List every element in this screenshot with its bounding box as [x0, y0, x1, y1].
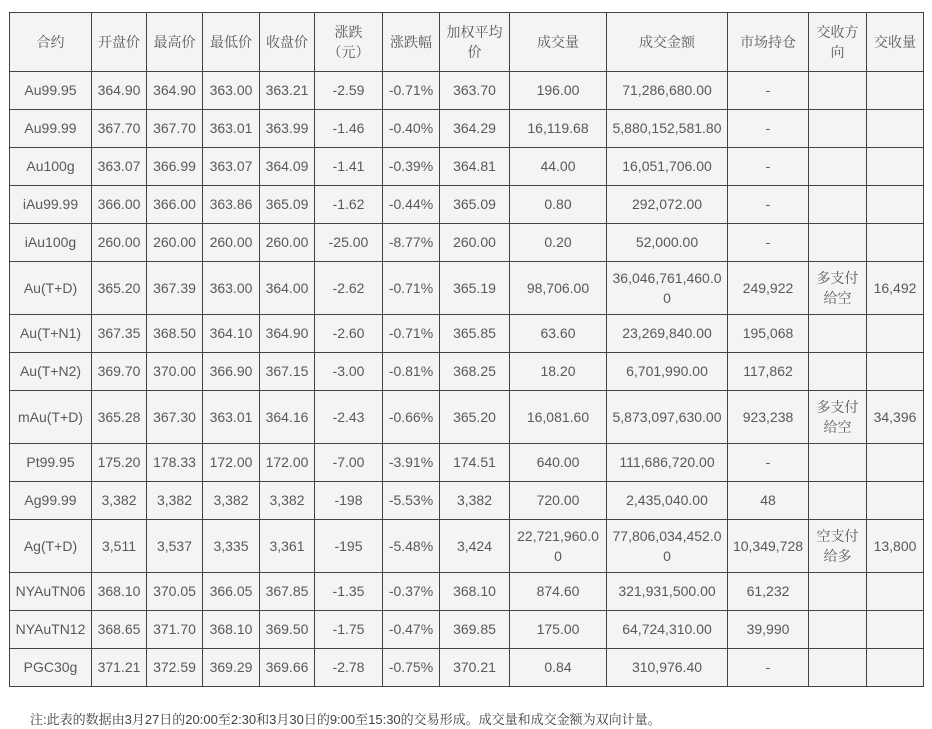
- cell-open_interest: -: [728, 186, 809, 224]
- cell-close: 3,361: [260, 520, 315, 573]
- cell-change_pct: -0.75%: [383, 649, 440, 687]
- cell-vwap: 368.10: [440, 573, 510, 611]
- cell-low: 172.00: [203, 444, 260, 482]
- cell-open: 365.28: [92, 391, 147, 444]
- table-row: [10, 262, 924, 315]
- cell-close: 369.50: [260, 611, 315, 649]
- cell-open_interest: -: [728, 224, 809, 262]
- cell-vwap: 363.70: [440, 72, 510, 110]
- cell-delivery_volume: [867, 353, 924, 391]
- cell-vwap: 365.09: [440, 186, 510, 224]
- cell-delivery_volume: [867, 611, 924, 649]
- cell-volume: 16,119.68: [510, 110, 607, 148]
- cell-delivery_direction: [809, 315, 867, 353]
- cell-low: 3,382: [203, 482, 260, 520]
- cell-change: -2.59: [315, 72, 383, 110]
- cell-close: 172.00: [260, 444, 315, 482]
- cell-contract: iAu99.99: [10, 186, 92, 224]
- cell-open_interest: 39,990: [728, 611, 809, 649]
- cell-change_pct: -0.71%: [383, 315, 440, 353]
- cell-volume: 196.00: [510, 72, 607, 110]
- cell-high: 364.90: [147, 72, 203, 110]
- cell-delivery_direction: [809, 573, 867, 611]
- cell-vwap: 3,424: [440, 520, 510, 573]
- cell-volume: 44.00: [510, 148, 607, 186]
- cell-open_interest: 10,349,728: [728, 520, 809, 573]
- cell-high: 372.59: [147, 649, 203, 687]
- cell-contract: iAu100g: [10, 224, 92, 262]
- cell-contract: Ag(T+D): [10, 520, 92, 573]
- cell-delivery_direction: [809, 611, 867, 649]
- cell-open: 368.10: [92, 573, 147, 611]
- cell-vwap: 174.51: [440, 444, 510, 482]
- cell-high: 3,537: [147, 520, 203, 573]
- cell-turnover: 6,701,990.00: [607, 353, 728, 391]
- cell-open: 367.35: [92, 315, 147, 353]
- cell-contract: NYAuTN12: [10, 611, 92, 649]
- cell-delivery_direction: [809, 186, 867, 224]
- column-header-open: 开盘价: [92, 13, 147, 72]
- cell-low: 260.00: [203, 224, 260, 262]
- cell-change_pct: -3.91%: [383, 444, 440, 482]
- cell-low: 363.07: [203, 148, 260, 186]
- cell-change_pct: -0.39%: [383, 148, 440, 186]
- cell-open: 363.07: [92, 148, 147, 186]
- cell-delivery_volume: [867, 315, 924, 353]
- cell-volume: 874.60: [510, 573, 607, 611]
- cell-volume: 63.60: [510, 315, 607, 353]
- cell-vwap: 370.21: [440, 649, 510, 687]
- cell-open: 369.70: [92, 353, 147, 391]
- cell-open: 367.70: [92, 110, 147, 148]
- cell-delivery_direction: [809, 110, 867, 148]
- column-header-turnover: 成交金额: [607, 13, 728, 72]
- cell-contract: Au(T+D): [10, 262, 92, 315]
- cell-change_pct: -5.48%: [383, 520, 440, 573]
- cell-change_pct: -0.47%: [383, 611, 440, 649]
- cell-delivery_direction: [809, 649, 867, 687]
- cell-change: -1.35: [315, 573, 383, 611]
- cell-change_pct: -5.53%: [383, 482, 440, 520]
- cell-delivery_direction: [809, 353, 867, 391]
- cell-open: 260.00: [92, 224, 147, 262]
- cell-change: -195: [315, 520, 383, 573]
- column-header-low: 最低价: [203, 13, 260, 72]
- cell-close: 364.90: [260, 315, 315, 353]
- cell-delivery_volume: [867, 649, 924, 687]
- cell-delivery_direction: [809, 224, 867, 262]
- cell-low: 366.05: [203, 573, 260, 611]
- cell-close: 364.00: [260, 262, 315, 315]
- cell-change_pct: -0.81%: [383, 353, 440, 391]
- cell-turnover: 321,931,500.00: [607, 573, 728, 611]
- column-header-high: 最高价: [147, 13, 203, 72]
- cell-high: 366.99: [147, 148, 203, 186]
- cell-change: -7.00: [315, 444, 383, 482]
- cell-open_interest: 61,232: [728, 573, 809, 611]
- table-row: [10, 444, 924, 482]
- cell-open: 368.65: [92, 611, 147, 649]
- cell-turnover: 310,976.40: [607, 649, 728, 687]
- table-row: [10, 482, 924, 520]
- cell-delivery_volume: [867, 148, 924, 186]
- cell-low: 363.01: [203, 110, 260, 148]
- column-header-vwap: 加权平均价: [440, 13, 510, 72]
- cell-contract: Ag99.99: [10, 482, 92, 520]
- cell-close: 363.99: [260, 110, 315, 148]
- column-header-change: 涨跌（元）: [315, 13, 383, 72]
- cell-high: 368.50: [147, 315, 203, 353]
- cell-contract: mAu(T+D): [10, 391, 92, 444]
- table-row: [10, 520, 924, 573]
- column-header-contract: 合约: [10, 13, 92, 72]
- cell-turnover: 64,724,310.00: [607, 611, 728, 649]
- cell-close: 364.09: [260, 148, 315, 186]
- cell-change: -2.60: [315, 315, 383, 353]
- cell-open: 366.00: [92, 186, 147, 224]
- cell-contract: Au99.99: [10, 110, 92, 148]
- table-row: [10, 110, 924, 148]
- cell-high: 260.00: [147, 224, 203, 262]
- cell-delivery_volume: [867, 444, 924, 482]
- cell-vwap: 364.29: [440, 110, 510, 148]
- cell-low: 366.90: [203, 353, 260, 391]
- cell-contract: Au(T+N1): [10, 315, 92, 353]
- cell-open_interest: -: [728, 110, 809, 148]
- cell-low: 369.29: [203, 649, 260, 687]
- cell-change: -2.78: [315, 649, 383, 687]
- cell-contract: PGC30g: [10, 649, 92, 687]
- cell-turnover: 2,435,040.00: [607, 482, 728, 520]
- cell-open: 371.21: [92, 649, 147, 687]
- cell-open_interest: 48: [728, 482, 809, 520]
- cell-close: 364.16: [260, 391, 315, 444]
- cell-change_pct: -0.40%: [383, 110, 440, 148]
- cell-change_pct: -0.44%: [383, 186, 440, 224]
- cell-vwap: 260.00: [440, 224, 510, 262]
- cell-change: -2.62: [315, 262, 383, 315]
- cell-vwap: 365.85: [440, 315, 510, 353]
- cell-contract: Au(T+N2): [10, 353, 92, 391]
- cell-vwap: 365.20: [440, 391, 510, 444]
- cell-open_interest: -: [728, 148, 809, 186]
- table-row: [10, 353, 924, 391]
- cell-change: -1.46: [315, 110, 383, 148]
- cell-volume: 640.00: [510, 444, 607, 482]
- cell-change: -3.00: [315, 353, 383, 391]
- cell-high: 367.39: [147, 262, 203, 315]
- cell-contract: NYAuTN06: [10, 573, 92, 611]
- cell-change: -1.41: [315, 148, 383, 186]
- column-header-close: 收盘价: [260, 13, 315, 72]
- cell-open_interest: -: [728, 72, 809, 110]
- cell-close: 369.66: [260, 649, 315, 687]
- cell-low: 364.10: [203, 315, 260, 353]
- cell-open_interest: 249,922: [728, 262, 809, 315]
- cell-change: -1.75: [315, 611, 383, 649]
- cell-change_pct: -0.71%: [383, 262, 440, 315]
- cell-turnover: 5,873,097,630.00: [607, 391, 728, 444]
- cell-high: 3,382: [147, 482, 203, 520]
- cell-open_interest: 117,862: [728, 353, 809, 391]
- cell-delivery_volume: [867, 482, 924, 520]
- cell-delivery_volume: 13,800: [867, 520, 924, 573]
- table-row: [10, 224, 924, 262]
- cell-change: -198: [315, 482, 383, 520]
- table-row: [10, 391, 924, 444]
- cell-turnover: 23,269,840.00: [607, 315, 728, 353]
- cell-high: 366.00: [147, 186, 203, 224]
- cell-turnover: 36,046,761,460.00: [607, 262, 728, 315]
- cell-low: 363.00: [203, 72, 260, 110]
- cell-turnover: 52,000.00: [607, 224, 728, 262]
- cell-volume: 720.00: [510, 482, 607, 520]
- cell-delivery_direction: 多支付给空: [809, 391, 867, 444]
- cell-close: 3,382: [260, 482, 315, 520]
- cell-delivery_volume: [867, 224, 924, 262]
- cell-open_interest: 923,238: [728, 391, 809, 444]
- cell-high: 370.05: [147, 573, 203, 611]
- cell-high: 178.33: [147, 444, 203, 482]
- cell-vwap: 369.85: [440, 611, 510, 649]
- cell-contract: Au99.95: [10, 72, 92, 110]
- column-header-delivery_direction: 交收方向: [809, 13, 867, 72]
- cell-low: 368.10: [203, 611, 260, 649]
- cell-close: 367.15: [260, 353, 315, 391]
- cell-turnover: 71,286,680.00: [607, 72, 728, 110]
- cell-high: 370.00: [147, 353, 203, 391]
- table-row: [10, 186, 924, 224]
- cell-turnover: 16,051,706.00: [607, 148, 728, 186]
- cell-volume: 98,706.00: [510, 262, 607, 315]
- cell-open_interest: -: [728, 649, 809, 687]
- cell-delivery_volume: [867, 72, 924, 110]
- cell-change: -1.62: [315, 186, 383, 224]
- cell-open_interest: -: [728, 444, 809, 482]
- cell-volume: 175.00: [510, 611, 607, 649]
- footnote: 注:此表的数据由3月27日的20:00至2:30和3月30日的9:00至15:30的交易形成。成交量和成交金额为双向计量。: [30, 712, 661, 727]
- cell-high: 367.70: [147, 110, 203, 148]
- cell-open_interest: 195,068: [728, 315, 809, 353]
- cell-vwap: 3,382: [440, 482, 510, 520]
- header-row: [10, 13, 924, 72]
- cell-open: 3,511: [92, 520, 147, 573]
- cell-change_pct: -0.66%: [383, 391, 440, 444]
- cell-volume: 18.20: [510, 353, 607, 391]
- cell-contract: Pt99.95: [10, 444, 92, 482]
- cell-delivery_direction: [809, 482, 867, 520]
- cell-delivery_direction: 多支付给空: [809, 262, 867, 315]
- cell-contract: Au100g: [10, 148, 92, 186]
- column-header-open_interest: 市场持仓: [728, 13, 809, 72]
- cell-volume: 0.80: [510, 186, 607, 224]
- table-row: [10, 611, 924, 649]
- cell-change_pct: -0.71%: [383, 72, 440, 110]
- cell-open: 364.90: [92, 72, 147, 110]
- cell-change: -2.43: [315, 391, 383, 444]
- table-row: [10, 573, 924, 611]
- cell-delivery_volume: [867, 573, 924, 611]
- cell-high: 367.30: [147, 391, 203, 444]
- cell-delivery_direction: [809, 148, 867, 186]
- cell-turnover: 5,880,152,581.80: [607, 110, 728, 148]
- cell-delivery_volume: [867, 110, 924, 148]
- table-row: [10, 72, 924, 110]
- cell-change_pct: -8.77%: [383, 224, 440, 262]
- cell-open: 365.20: [92, 262, 147, 315]
- cell-change: -25.00: [315, 224, 383, 262]
- cell-delivery_volume: 34,396: [867, 391, 924, 444]
- cell-turnover: 292,072.00: [607, 186, 728, 224]
- cell-turnover: 77,806,034,452.00: [607, 520, 728, 573]
- column-header-volume: 成交量: [510, 13, 607, 72]
- cell-change_pct: -0.37%: [383, 573, 440, 611]
- cell-low: 363.86: [203, 186, 260, 224]
- cell-delivery_volume: 16,492: [867, 262, 924, 315]
- cell-delivery_direction: 空支付给多: [809, 520, 867, 573]
- table-row: [10, 148, 924, 186]
- cell-turnover: 111,686,720.00: [607, 444, 728, 482]
- cell-vwap: 364.81: [440, 148, 510, 186]
- cell-close: 365.09: [260, 186, 315, 224]
- cell-vwap: 368.25: [440, 353, 510, 391]
- cell-volume: 22,721,960.00: [510, 520, 607, 573]
- cell-low: 363.00: [203, 262, 260, 315]
- cell-close: 363.21: [260, 72, 315, 110]
- cell-open: 175.20: [92, 444, 147, 482]
- cell-low: 363.01: [203, 391, 260, 444]
- table-row: [10, 649, 924, 687]
- cell-delivery_direction: [809, 444, 867, 482]
- table-row: [10, 315, 924, 353]
- cell-delivery_volume: [867, 186, 924, 224]
- column-header-change_pct: 涨跌幅: [383, 13, 440, 72]
- cell-open: 3,382: [92, 482, 147, 520]
- cell-volume: 0.20: [510, 224, 607, 262]
- cell-high: 371.70: [147, 611, 203, 649]
- cell-volume: 0.84: [510, 649, 607, 687]
- cell-close: 260.00: [260, 224, 315, 262]
- column-header-delivery_volume: 交收量: [867, 13, 924, 72]
- cell-vwap: 365.19: [440, 262, 510, 315]
- cell-low: 3,335: [203, 520, 260, 573]
- market-quotes-table: [9, 12, 924, 687]
- cell-delivery_direction: [809, 72, 867, 110]
- cell-close: 367.85: [260, 573, 315, 611]
- cell-volume: 16,081.60: [510, 391, 607, 444]
